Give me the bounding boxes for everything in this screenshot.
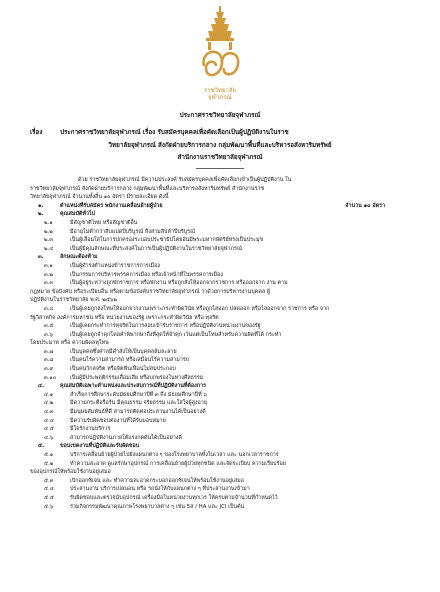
list-item (30, 331, 415, 340)
subject-line-2: วิทยาลัยจุฬาภรณ์ สังกัดฝ่ายบริการกลาง กลุ่มพัฒนาพื้นที่และบริหารอสังหาริมทรัพย์ (108, 142, 332, 149)
list-item (30, 494, 415, 503)
intro-line-1: ด้วย ราชวิทยาลัยจุฬาภรณ์ มีความประสงค์ รับสมัครบุคคลเพื่อคัดเลือกเข้าเป็นผู้ปฏิบัติงาน ใน (78, 177, 292, 183)
logo-line-1: ราชวิทยาลัย (203, 87, 237, 94)
list-item (30, 460, 415, 469)
list-item-number: ๕.๓ (44, 477, 54, 484)
list-item (30, 365, 415, 374)
list-item (30, 262, 415, 271)
position-count: จำนวน ๑๐ อัตรา (345, 202, 385, 209)
list-item-number: ๓.๒ (44, 271, 53, 278)
list-item (30, 503, 415, 512)
section-5-list (30, 451, 415, 511)
list-item-number: ๓.๖ (44, 331, 53, 338)
list-item-text: เป็นผู้อยู่ระหว่างถูกพักราชการ หรือพักงาน หรือถูกสั่งให้ออกจากราชการ หรือออกจาก งาน ตาม (70, 280, 288, 287)
intro-line-3: วิทยาลัยจุฬาภรณ์ จำนวนทั้งสิ้น ๑๐ อัตรา มีรายละเอียด ดังนี้ (30, 194, 169, 201)
list-item (30, 477, 415, 486)
list-item (30, 434, 415, 443)
subject-line-1 (30, 127, 410, 137)
list-item-number: ๕.๕ (44, 494, 54, 501)
list-item (30, 425, 415, 434)
list-item-text: มีมนุษยสัมพันธ์ที่ดี สามารถติดต่อประสานงานได้เป็นอย่างดี (70, 409, 206, 416)
list-item-number: ๒.๒ (44, 228, 53, 235)
list-item-number: ๔.๒ (44, 400, 54, 407)
list-item-text: เป็นผู้มีคุณลักษณะที่ประสงค์ในการเป็นผู้ปฏิบัติงานในราชวิทยาลัยจุฬาภรณ์ (70, 245, 242, 252)
list-item (30, 399, 415, 408)
list-item-continuation: โดยประมาท หรือ ความผิดลหุโทษ (30, 340, 109, 347)
section-2-list (30, 219, 415, 253)
section-2-number: ๒. (38, 211, 44, 218)
list-item-continuation: รัฐวิสาหกิจ องค์การมหาชน หรือ หน่วยงานของรัฐ เพราะกระทำผิดวินัย หรือ ทุจริต (30, 314, 219, 321)
list-item-text: เป็นบุคคลซึ่งศาลมีคำสั่งให้เป็นบุคคลล้มละลาย (70, 348, 177, 355)
list-item (30, 279, 415, 288)
list-item-text: เป็นผู้เคยกระทำการทุจริตในการสอบเข้ารับราชการ หรือปฏิบัติงานหน่วยงานของรัฐ (70, 323, 261, 330)
list-item-number: ๔.๔ (44, 417, 54, 424)
list-item-number: ๓.๑ (44, 262, 53, 269)
list-item-continuation: ของอุปกรณ์ให้พร้อมใช้งานอยู่เสมอ (30, 469, 111, 476)
list-item-number: ๓.๗ (44, 348, 54, 355)
list-item (30, 219, 415, 228)
list-item (30, 245, 415, 254)
list-item-continuation: ปฏิบัติงานในราชวิทยาลัย พ.ศ. ๒๕๖๒ (30, 297, 117, 304)
logo-line-2: จุฬาภรณ์ (208, 94, 232, 101)
list-item-text: สำเร็จการศึกษาระดับมัธยมศึกษาปีที่ ๓ ถึง มัธยมศึกษาปีที่ ๖ (70, 391, 207, 398)
list-item-continuation: กฎหมาย ข้อบังคับ หรือระเบียบอื่น หรือตามข้อบังคับราชวิทยาลัยจุฬาภรณ์ ว่าด้วยการบริหารงานบุคคล ผู้ (30, 288, 271, 295)
intro-line-2: ราชวิทยาลัยจุฬาภรณ์ สังกัดฝ่ายบริการกลาง กลุ่มพัฒนาพื้นที่และบริหารอสังหาริมทรัพย์ สำนักงานราช (30, 185, 265, 192)
list-item (30, 271, 415, 280)
list-item (30, 322, 415, 331)
list-item (30, 417, 415, 426)
section-4-text: คุณสมบัติเฉพาะตำแหน่งและประสบการณ์ที่ปฏิบัติงานที่ต้องการ (60, 383, 206, 390)
list-item-text: เป็นกรรมการบริหารพรรคการเมือง หรือเจ้าหน้าที่ในพรรคการเมือง (70, 271, 223, 278)
section-3-number: ๓. (38, 254, 44, 261)
list-item-number: ๓.๙ (44, 366, 54, 373)
list-item-number: ๓.๘ (44, 357, 54, 364)
subject-line-3: สำนักงานราชวิทยาลัยจุฬาภรณ์ (177, 154, 263, 161)
list-item-text: เป็นคนวิกลจริต หรือจิตฟั่นเฟือนไม่สมประกอบ (70, 366, 176, 373)
list-item-text: มีความกระตือรือร้น มีคุณธรรม จริยธรรม และใส่ใจผู้สูงอายุ (70, 400, 207, 407)
list-item-text: รับผิดชอบและตรวจนับอุปกรณ์ เครื่องมือในหน่วยงานทุกเวร ให้ครบตามจำนวนที่กำหนดไว้ (70, 494, 278, 501)
list-item (30, 236, 415, 245)
list-item-text: เป็นผู้เคยถูกจำคุกโดยคำพิพากษาถึงที่สุดให้จำคุก เว้นแต่เป็นโทษสำหรับความผิดที่ได้ กระทำ (70, 331, 282, 338)
section-5-text: ขอบเขตงานที่ปฏิบัติและรับผิดชอบ (60, 443, 140, 450)
section-2-heading (30, 210, 415, 219)
list-item (30, 451, 415, 460)
list-item-text: เป็นผู้เลื่อมใสในการปกครองระบอบประชาธิปไตยอันมีพระมหากษัตริย์ทรงเป็นประมุข (70, 237, 264, 244)
college-emblem-icon (192, 6, 248, 92)
section-2-text: คุณสมบัติทั่วไป (60, 211, 96, 218)
list-item-text: มีอายุไม่ต่ำกว่าสิบแปดปีบริบูรณ์ ถึงสามสิบห้าปีบริบูรณ์ (70, 228, 196, 235)
section-1-text: ตำแหน่งที่รับสมัคร พนักงานเคลื่อนย้ายผู้ป่วย (60, 202, 163, 209)
list-item (30, 228, 415, 237)
list-item-text: ร่วมกิจกรรมพัฒนาคุณภาพโรงพยาบาลต่าง ๆ เช่น 5ส / HA และ JCI เป็นต้น (70, 503, 245, 510)
section-4-list (30, 391, 415, 443)
section-3-heading (30, 253, 415, 262)
list-item-number: ๓.๑๐ (44, 374, 57, 381)
announcement-title: ประกาศราชวิทยาลัยจุฬาภรณ์ (179, 112, 261, 119)
list-item-text: เป็นผู้ดำรงตำแหน่งข้าราชการการเมือง (70, 262, 160, 269)
list-item-number: ๕.๔ (44, 486, 54, 493)
list-item-number: ๕.๖ (44, 503, 54, 510)
section-5-number: ๕. (38, 443, 45, 450)
list-item-text: เป็นผู้มีประพฤติกรรมเสื่อมเสีย หรือบกพร่องในทางศีลธรรม (70, 374, 204, 381)
list-item-number: ๒.๔ (44, 245, 54, 252)
subject-text-1: ประกาศราชวิทยาลัยจุฬาภรณ์ เรื่อง รับสมัครบุคคลเพื่อคัดเลือกเป็นผู้ปฏิบัติงานในราช (60, 129, 289, 136)
list-item (30, 356, 415, 365)
section-5-heading (30, 442, 415, 451)
list-item-text: สามารถปฏิบัติงานภายใต้แรงกดดันได้เป็นอย่างดี (70, 434, 182, 441)
list-item-number: ๔.๓ (44, 409, 54, 416)
list-item-number: ๓.๓ (44, 280, 54, 287)
list-item-text: มีใจรักงานบริการ (70, 426, 111, 433)
list-item-number: ๕.๒ (44, 460, 54, 467)
list-item (30, 485, 415, 494)
list-item-number: ๔.๑ (44, 391, 54, 398)
section-4-number: ๔. (38, 383, 45, 390)
list-item-text: บริการเคลื่อนย้ายผู้ป่วยไปยังแผนกต่าง ๆ ของโรงพยาบาลทั้งในเวลา และ นอกเวลาราชการ (70, 452, 279, 458)
list-item-number: ๓.๕ (44, 323, 54, 330)
list-item-number: ๔.๕ (44, 426, 54, 433)
list-item-text: มีความรับผิดชอบต่องานที่ได้รับมอบหมาย (70, 417, 166, 424)
list-item-number: ๕.๑ (44, 452, 54, 458)
section-1-heading (30, 202, 415, 211)
subject-label: เรื่อง (30, 129, 43, 136)
list-item (30, 348, 415, 357)
section-3-list (30, 262, 415, 382)
section-4-heading (30, 382, 415, 391)
section-3-text: ลักษณะต้องห้าม (60, 254, 98, 261)
section-1-number: ๑. (38, 202, 44, 209)
title-divider (196, 168, 244, 169)
list-item-text: มีสัญชาติไทย หรือสัญชาติอื่น (70, 219, 138, 226)
list-item-text: เป็นผู้เคยถูกลงโทษให้ออกจากงานเพราะกระทำผิดวินัย หรือถูกไล่ออก ปลดออก หรือไล่ออกจาก ราชการ หรือ จาก (70, 305, 330, 312)
list-item-text: ประสานงาน บริการเปลนอน หรือ รถนั่งให้กับแผนกต่าง ๆ ที่ประสานงานเข้ามา (70, 486, 250, 493)
list-item-text: เบิกออกซิเจน และ ทำความสะอาดกระบอกออกซิเจนให้พร้อมใช้งานอยู่เสมอ (70, 477, 244, 484)
announcement-body (30, 176, 415, 511)
list-item (30, 374, 415, 383)
list-item-number: ๒.๑ (44, 219, 53, 226)
list-item-number: ๒.๓ (44, 237, 53, 244)
list-item (30, 391, 415, 400)
list-item-number: ๓.๔ (44, 305, 54, 312)
list-item-text: ทำความสะอาด ดูแลรักษาอุปกรณ์ การเคลื่อนย้ายผู้ป่วยทุกชนิด และจัดระเบียบ ความเรียบร้อย (70, 460, 286, 467)
logo-wordmark (150, 87, 290, 101)
list-item (30, 305, 415, 314)
list-item (30, 408, 415, 417)
list-item-text: เป็นคนไร้ความสามารถ หรือเสมือนไร้ความสามารถ (70, 357, 190, 364)
list-item-number: ๔.๖ (44, 434, 54, 441)
